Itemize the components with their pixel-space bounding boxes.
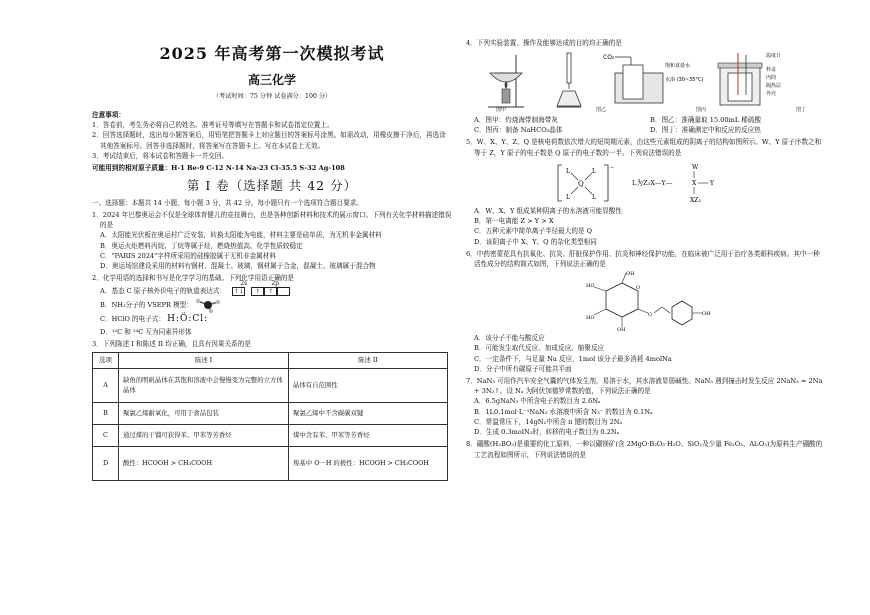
option-b: B．1L0.1mol·L⁻¹NaN₃ 水溶液中所含 N₃⁻ 的数目为 0.1Nₐ [474, 407, 653, 416]
table-row [93, 403, 448, 425]
table-cell: C [93, 425, 119, 447]
figure-label: 图乙 [595, 107, 606, 114]
table-cell: B [93, 403, 119, 425]
glycoside-structure-icon [586, 271, 726, 334]
table-row [93, 369, 448, 403]
part-title: 第 I 卷（选择题 共 42 分） [186, 178, 358, 194]
question-3 [92, 339, 452, 481]
question-stem: 4．下列实验装置、操作及能够达成的目的均正确的是 [466, 39, 622, 47]
table-cell: A [93, 369, 119, 403]
orbital-box: ↑↓ [233, 287, 244, 295]
left-column [92, 38, 452, 481]
table-cell: 酸性：HCOOH > CH₃COOH [119, 447, 289, 481]
question-stem: 7．NaN₃ 可用作汽车安全气囊的气体发生剂，易溶于水，其水溶液显弱碱性。NaN₃ 遇到撞击时发生反应 2NaN₃ = 2Na + 3N₂↑。设 Nₐ 为阿伏加德罗常数的值，下列说法正确的是 [466, 377, 823, 396]
figure-label: 图丙 [695, 107, 706, 114]
svg-text:Y: Y [710, 179, 715, 187]
inner-tag: 内筒 [765, 75, 776, 82]
note-item: 1．答卷前，考生务必将自己的姓名、准考证号等填写在答题卡和试卷指定位置上。 [92, 121, 334, 130]
shell-tag: 外壳 [765, 91, 776, 98]
svg-text:L: L [592, 167, 596, 175]
note-item: 3．考试结束后，将本试卷和答题卡一并交回。 [92, 151, 229, 160]
option-b-text: B．NH₃分子的 VSEPR 模型： [100, 300, 193, 309]
anion-structure [556, 160, 826, 206]
option-c: C．常温常压下，14gN₂中所含 π 键的数目为 2Nₐ [474, 417, 623, 426]
gas-bubbling-icon [601, 51, 704, 109]
svg-text:−: − [610, 164, 615, 171]
burette-flask-icon [549, 51, 589, 109]
orbital-box [277, 287, 290, 296]
svg-text:X: X [692, 179, 697, 187]
thermometer-tag: 温度计 [765, 53, 781, 60]
figure-label: 图丁 [795, 107, 806, 114]
table-cell: 通过煤的干馏可获得苯、甲苯等芳香烃 [119, 425, 289, 447]
table-cell: 羧基中 O－H 的极性：HCOOH > CH₃COOH [289, 447, 448, 481]
table-row [93, 425, 448, 447]
option-c [92, 313, 452, 327]
calorimeter-icon [710, 51, 820, 109]
electron-formula: H:Ö:Cl: [167, 313, 209, 324]
svg-text:L: L [566, 167, 570, 175]
table-header: 陈述 II [289, 353, 448, 369]
option-a: A．图甲：灼烧海带制海带灰 [474, 115, 558, 124]
option-c: C．"PARIS 2024"字样所采用的硅橡胶属于无机非金属材料 [100, 251, 276, 260]
option-a: A．6.5gNaN₃ 中所含电子的数目为 2.6Nₐ [474, 397, 601, 406]
question-2 [92, 273, 452, 337]
option-d: D．分子中所有碳原子可能共平面 [474, 364, 572, 373]
brine-tag: 饱和食盐水 [665, 63, 691, 70]
option-d: D．奥运场馆建设采用的材料有钢材、混凝土、玻璃，钢材属于合金，混凝土、玻璃属于混合物 [100, 262, 376, 270]
svg-text:O: O [636, 285, 641, 292]
table-header: 选项 [93, 353, 119, 369]
option-d: D．生成 0.3molN₂时，转移的电子数目为 0.2Nₐ [474, 428, 620, 437]
table-cell: 聚氯乙烯中不含碳碳双键 [289, 403, 448, 425]
table-cell: 缺角的明矾晶体在其饱和溶液中会慢慢变为完整的立方体晶体 [119, 369, 289, 403]
option-b [92, 297, 452, 313]
question-4 [466, 38, 826, 135]
svg-text:OH: OH [617, 327, 626, 334]
option-a: A．太阳能光伏板在奥运村广泛安装，转换太阳能为电能，材料主要是硅单质，为无机非金属材料 [100, 231, 382, 240]
question-stem: 5．W、X、Y、Z、Q 是核电荷数依次增大的短周期元素，由这些元素组成的阴离子的结构如图所示。W、Y 原子序数之和等于 Z，Y 原子的电子数是 Q 原子的电子数的一半。下列说法错误的是 [466, 138, 822, 157]
orbital-box: ↑ [251, 287, 264, 296]
option-d: D．该阴离子中 X、Y、Q 的杂化类型相同 [474, 237, 597, 246]
anion-structure-icon [556, 161, 616, 205]
svg-text:O: O [648, 312, 653, 319]
atomic-masses: 可能用到的相对原子质量：H-1 Be-9 C-12 N-14 Na-23 Cl-35.5 S-32 Ag-108 [92, 164, 345, 173]
question-6 [466, 249, 826, 374]
option-a [92, 280, 452, 296]
orbital-label-2s: 2s [240, 280, 248, 288]
option-a-text: A．基态 C 原子核外价电子的轨道表达式： [100, 287, 227, 296]
table-header-row [93, 353, 448, 369]
exam-title: 2025 年高考第一次模拟考试 [159, 44, 385, 63]
option-b: B．可能发生取代反应、加成反应、缩聚反应 [474, 344, 605, 353]
option-a: A．该分子不能与酸反应 [474, 334, 545, 343]
option-c: C．五种元素中简单离子半径最大的是 Q [474, 227, 593, 236]
exam-subtitle: 高三化学 [247, 72, 296, 87]
table-cell: 聚氯乙烯耐氧化，可用于食品包装 [119, 403, 289, 425]
option-c: C．图丙：制备 NaHCO₃晶体 [474, 126, 563, 135]
table-cell: 煤中含有苯、甲苯等芳香烃 [289, 425, 448, 447]
evaporating-dish-icon [476, 51, 536, 109]
option-b: B．第一电离能 Z > Y > X [474, 217, 554, 226]
apparatus-figures [476, 51, 820, 107]
right-column [466, 38, 826, 460]
question-stem: 3．下列陈述 I 和陈述 II 均正确，且具有因果关系的是 [92, 339, 251, 348]
orbital-diagram [232, 287, 290, 296]
svg-text:HO: HO [586, 315, 595, 322]
question-stem: 6．中药密蒙花具有抗氧化、抗炎、肝脏保护作用、抗炎和神经保护功能，在临床被广泛用于治疗各类眼科疾病。其中一种活性成分的结构简式如图，下列说法正确的是 [466, 249, 820, 268]
orbital-box: ↑ [264, 287, 277, 296]
option-d: D．¹²C 和 ¹⁴C 互为同素异形体 [100, 327, 192, 336]
option-d: D．图丁：准确测定中和反应的反应热 [650, 126, 761, 135]
table-row [93, 447, 448, 481]
table-header: 陈述 I [119, 353, 289, 369]
lid-tag: 杯盖 [765, 67, 776, 74]
section-intro: 一、选择题：本题共 14 小题，每小题 3 分，共 42 分。每小题只有一个选项符合题目要求。 [92, 198, 363, 207]
notes-heading: 注意事项： [92, 111, 125, 119]
svg-text:XZ₃: XZ₃ [690, 196, 702, 204]
table-cell: 晶体有自范围性 [289, 369, 448, 403]
figure-label: 图甲 [496, 107, 507, 114]
molecule-structure [586, 271, 826, 333]
svg-text:HO: HO [586, 283, 595, 290]
note-item: 2．回答选择题时，选出每小题答案后，用铅笔把答题卡上对应题目的答案标号涂黑。如需改动，用橡皮擦干净后，再选涂其他答案标号。回答非选择题时，将答案写在答题卡上。写在本试卷上无效。 [92, 131, 446, 150]
co2-tag: CO₂ [603, 54, 615, 62]
svg-text:L: L [592, 193, 596, 201]
comparison-table [92, 352, 448, 481]
question-7 [466, 376, 826, 437]
vsepr-model-icon [193, 297, 223, 313]
ligand-formula: L为Z₃X—Y— [632, 178, 673, 187]
table-cell: D [93, 447, 119, 481]
question-5 [466, 137, 826, 246]
question-stem: 2．化学用语的选择和书写是化学学习的基础。下列化学用语正确的是 [92, 274, 295, 283]
question-stem: 8．硼酸(H₃BO₃)是重要的化工原料，一种以硼镁矿(含 2MgO·B₂O₃·H₂O、SiO₂及少量 Fe₂O₃、Al₂O₃)为原料生产硼酸的工艺流程如图所示，下列说法错误的是 [466, 440, 823, 459]
exam-meta: （考试时间：75 分钟 试卷满分：100 分） [212, 93, 332, 101]
question-8 [466, 439, 826, 459]
svg-text:OH: OH [626, 271, 635, 278]
option-c-text: C．HClO 的电子式： [100, 314, 166, 323]
svg-text:W: W [692, 163, 699, 171]
question-1 [92, 210, 452, 271]
option-b: B．奥运火炬燃料丙烷、丁烷等属于烃，燃烧热值高、化学性质较稳定 [100, 241, 303, 250]
option-a: A．W、X、Y 组成某种阴离子的水溶液可能显酸性 [474, 206, 622, 215]
svg-text:OH: OH [702, 311, 711, 318]
insulation-tag: 隔热层 [765, 83, 781, 90]
svg-text:Q: Q [578, 179, 584, 188]
options-grid [466, 115, 826, 135]
option-c: C．一定条件下，与足量 Na 反应，1mol 该分子最多消耗 4molNa [474, 354, 672, 363]
water-bath-tag: 水浴 (30~35°C) [665, 77, 704, 84]
svg-text:L: L [566, 193, 570, 201]
orbital-label-2p: 2p [271, 280, 279, 288]
option-b: B．图乙：准确量取 15.00mL 稀硫酸 [650, 115, 762, 124]
question-stem: 1．2024 年巴黎奥运会不仅是全球体育健儿的竞技舞台，也是各种创新材料和技术的展示窗口。下列有关化学材料描述错误的是 [92, 210, 452, 230]
ligand-structure-icon [672, 161, 722, 205]
